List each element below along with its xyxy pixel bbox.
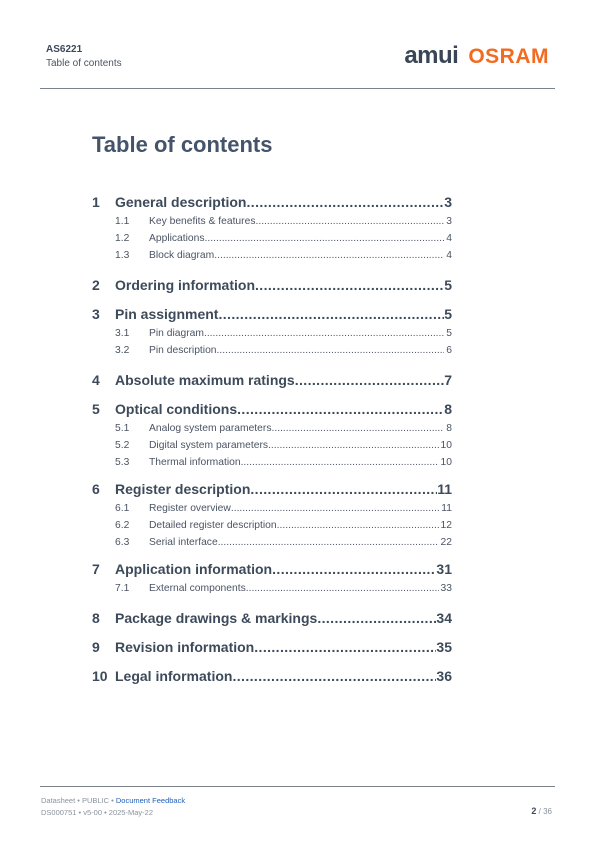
toc-subsection-title: Digital system parameters [149, 440, 269, 451]
toc-page-number: 5 [444, 277, 452, 293]
footer-divider [40, 786, 555, 787]
toc-entry-section-4[interactable] [92, 372, 452, 390]
toc-dot-leader [231, 503, 439, 514]
toc-subsection-number: 6.1 [115, 503, 130, 514]
toc-dot-leader [218, 537, 439, 548]
toc-page-number: 22 [440, 537, 452, 548]
toc-page-number: 35 [436, 639, 452, 655]
toc-subsection-title: Applications [149, 233, 205, 244]
toc-page-number: 11 [441, 503, 452, 514]
toc-subsection-number: 6.2 [115, 520, 130, 531]
toc-subsection-title: Analog system parameters [149, 423, 272, 434]
toc-page-number: 4 [446, 233, 452, 244]
toc-dot-leader [255, 277, 444, 293]
toc-section-number: 10 [92, 668, 108, 684]
page-current: 2 [531, 806, 537, 816]
toc-entry-subsection-5.1[interactable] [115, 423, 452, 436]
toc-page-number: 3 [444, 194, 452, 210]
toc-page-number: 12 [440, 520, 452, 531]
toc-page-number: 33 [440, 583, 452, 594]
toc-subsection-title: Pin description [149, 345, 217, 356]
toc-dot-leader [205, 233, 445, 244]
toc-subsection-title: Key benefits & features [149, 216, 256, 227]
toc-entry-section-6[interactable] [92, 481, 452, 499]
toc-dot-leader [214, 250, 444, 261]
toc-subsection-number: 7.1 [115, 583, 130, 594]
toc-subsection-title: Block diagram [149, 250, 215, 261]
header-divider [40, 88, 555, 89]
toc-dot-leader [246, 583, 439, 594]
toc-subsection-number: 5.3 [115, 457, 130, 468]
document-feedback-link[interactable]: Document Feedback [115, 796, 186, 805]
toc-dot-leader [272, 561, 436, 577]
toc-entry-subsection-1.2[interactable] [115, 233, 452, 246]
toc-dot-leader [217, 345, 445, 356]
toc-dot-leader [218, 306, 444, 322]
toc-page-number: 5 [446, 328, 452, 339]
toc-section-number: 1 [92, 194, 100, 210]
toc-subsection-number: 3.1 [115, 328, 130, 339]
header-section-name: Table of contents [46, 58, 122, 69]
toc-dot-leader [271, 423, 444, 434]
toc-entry-section-9[interactable] [92, 639, 452, 657]
toc-dot-leader [254, 639, 436, 655]
toc-dot-leader [241, 457, 439, 468]
toc-subsection-title: Serial interface [149, 537, 218, 548]
toc-section-number: 8 [92, 610, 100, 626]
toc-dot-leader [204, 328, 444, 339]
toc-section-number: 9 [92, 639, 100, 655]
toc-entry-subsection-5.2[interactable] [115, 440, 452, 453]
toc-page-number: 6 [446, 345, 452, 356]
toc-page-number: 10 [440, 440, 452, 451]
toc-page-number: 7 [444, 372, 452, 388]
toc-entry-subsection-5.3[interactable] [115, 457, 452, 470]
toc-entry-section-3[interactable] [92, 306, 452, 324]
toc-entry-subsection-1.1[interactable] [115, 216, 452, 229]
toc-page-number: 31 [436, 561, 452, 577]
toc-section-number: 3 [92, 306, 100, 322]
toc-page-number: 10 [440, 457, 452, 468]
toc-entry-subsection-3.2[interactable] [115, 345, 452, 358]
toc-page-number: 34 [436, 610, 452, 626]
toc-section-title: Legal information [115, 668, 233, 684]
toc-page-number: 8 [446, 423, 452, 434]
toc-subsection-number: 1.2 [115, 233, 130, 244]
toc-entry-subsection-1.3[interactable] [115, 250, 452, 263]
toc-entry-section-8[interactable] [92, 610, 452, 628]
toc-section-title: General description [115, 194, 247, 210]
table-of-contents [92, 194, 452, 686]
toc-section-title: Optical conditions [115, 401, 238, 417]
toc-section-title: Application information [115, 561, 273, 577]
toc-section-title: Revision information [115, 639, 255, 655]
toc-dot-leader [255, 216, 444, 227]
toc-section-title: Register description [115, 481, 251, 497]
toc-subsection-number: 5.2 [115, 440, 130, 451]
toc-section-number: 4 [92, 372, 100, 388]
toc-section-number: 7 [92, 561, 100, 577]
footer-classification [41, 796, 185, 805]
toc-entry-subsection-3.1[interactable] [115, 328, 452, 341]
ams-logo: amui [404, 42, 459, 69]
toc-subsection-title: Thermal information [149, 457, 241, 468]
brand-logo [404, 42, 549, 70]
toc-entry-section-10[interactable] [92, 668, 452, 686]
toc-section-number: 5 [92, 401, 100, 417]
toc-subsection-number: 1.1 [115, 216, 130, 227]
page-total: / 36 [538, 807, 552, 816]
osram-logo: OSRAM [468, 44, 549, 68]
toc-entry-subsection-6.1[interactable] [115, 503, 452, 516]
toc-subsection-number: 3.2 [115, 345, 130, 356]
toc-subsection-title: External components [149, 583, 246, 594]
toc-subsection-number: 6.3 [115, 537, 130, 548]
toc-section-title: Ordering information [115, 277, 255, 293]
toc-dot-leader [250, 481, 437, 497]
toc-entry-section-5[interactable] [92, 401, 452, 419]
footer-doc-id: DS000751 • v5-00 • 2025-May-22 [41, 808, 153, 817]
toc-dot-leader [268, 440, 439, 451]
toc-section-title: Absolute maximum ratings [115, 372, 295, 388]
toc-section-title: Package drawings & markings [115, 610, 318, 626]
toc-subsection-title: Detailed register description [149, 520, 277, 531]
toc-subsection-title: Register overview [149, 503, 231, 514]
toc-entry-subsection-6.2[interactable] [115, 520, 452, 533]
toc-page-number: 4 [446, 250, 452, 261]
toc-dot-leader [295, 372, 445, 388]
toc-page-number: 5 [444, 306, 452, 322]
toc-section-title: Pin assignment [115, 306, 219, 322]
toc-page-number: 8 [444, 401, 452, 417]
page-title: Table of contents [92, 132, 273, 157]
toc-dot-leader [277, 520, 439, 531]
header-product-name: AS6221 [46, 44, 83, 55]
toc-entry-section-1[interactable] [92, 194, 452, 212]
toc-entry-subsection-7.1[interactable] [115, 583, 452, 596]
toc-section-number: 2 [92, 277, 100, 293]
toc-dot-leader [237, 401, 444, 417]
toc-subsection-title: Pin diagram [149, 328, 204, 339]
toc-dot-leader [317, 610, 436, 626]
toc-page-number: 11 [437, 481, 452, 497]
toc-page-number: 3 [446, 216, 452, 227]
toc-dot-leader [246, 194, 444, 210]
toc-subsection-number: 1.3 [115, 250, 130, 261]
footer-doc-type: Datasheet • PUBLIC • [41, 796, 116, 805]
toc-entry-section-7[interactable] [92, 561, 452, 579]
toc-subsection-number: 5.1 [115, 423, 130, 434]
toc-section-number: 6 [92, 481, 100, 497]
toc-entry-subsection-6.3[interactable] [115, 537, 452, 550]
toc-page-number: 36 [436, 668, 452, 684]
toc-dot-leader [232, 668, 436, 684]
toc-entry-section-2[interactable] [92, 277, 452, 295]
page-number [531, 806, 552, 816]
